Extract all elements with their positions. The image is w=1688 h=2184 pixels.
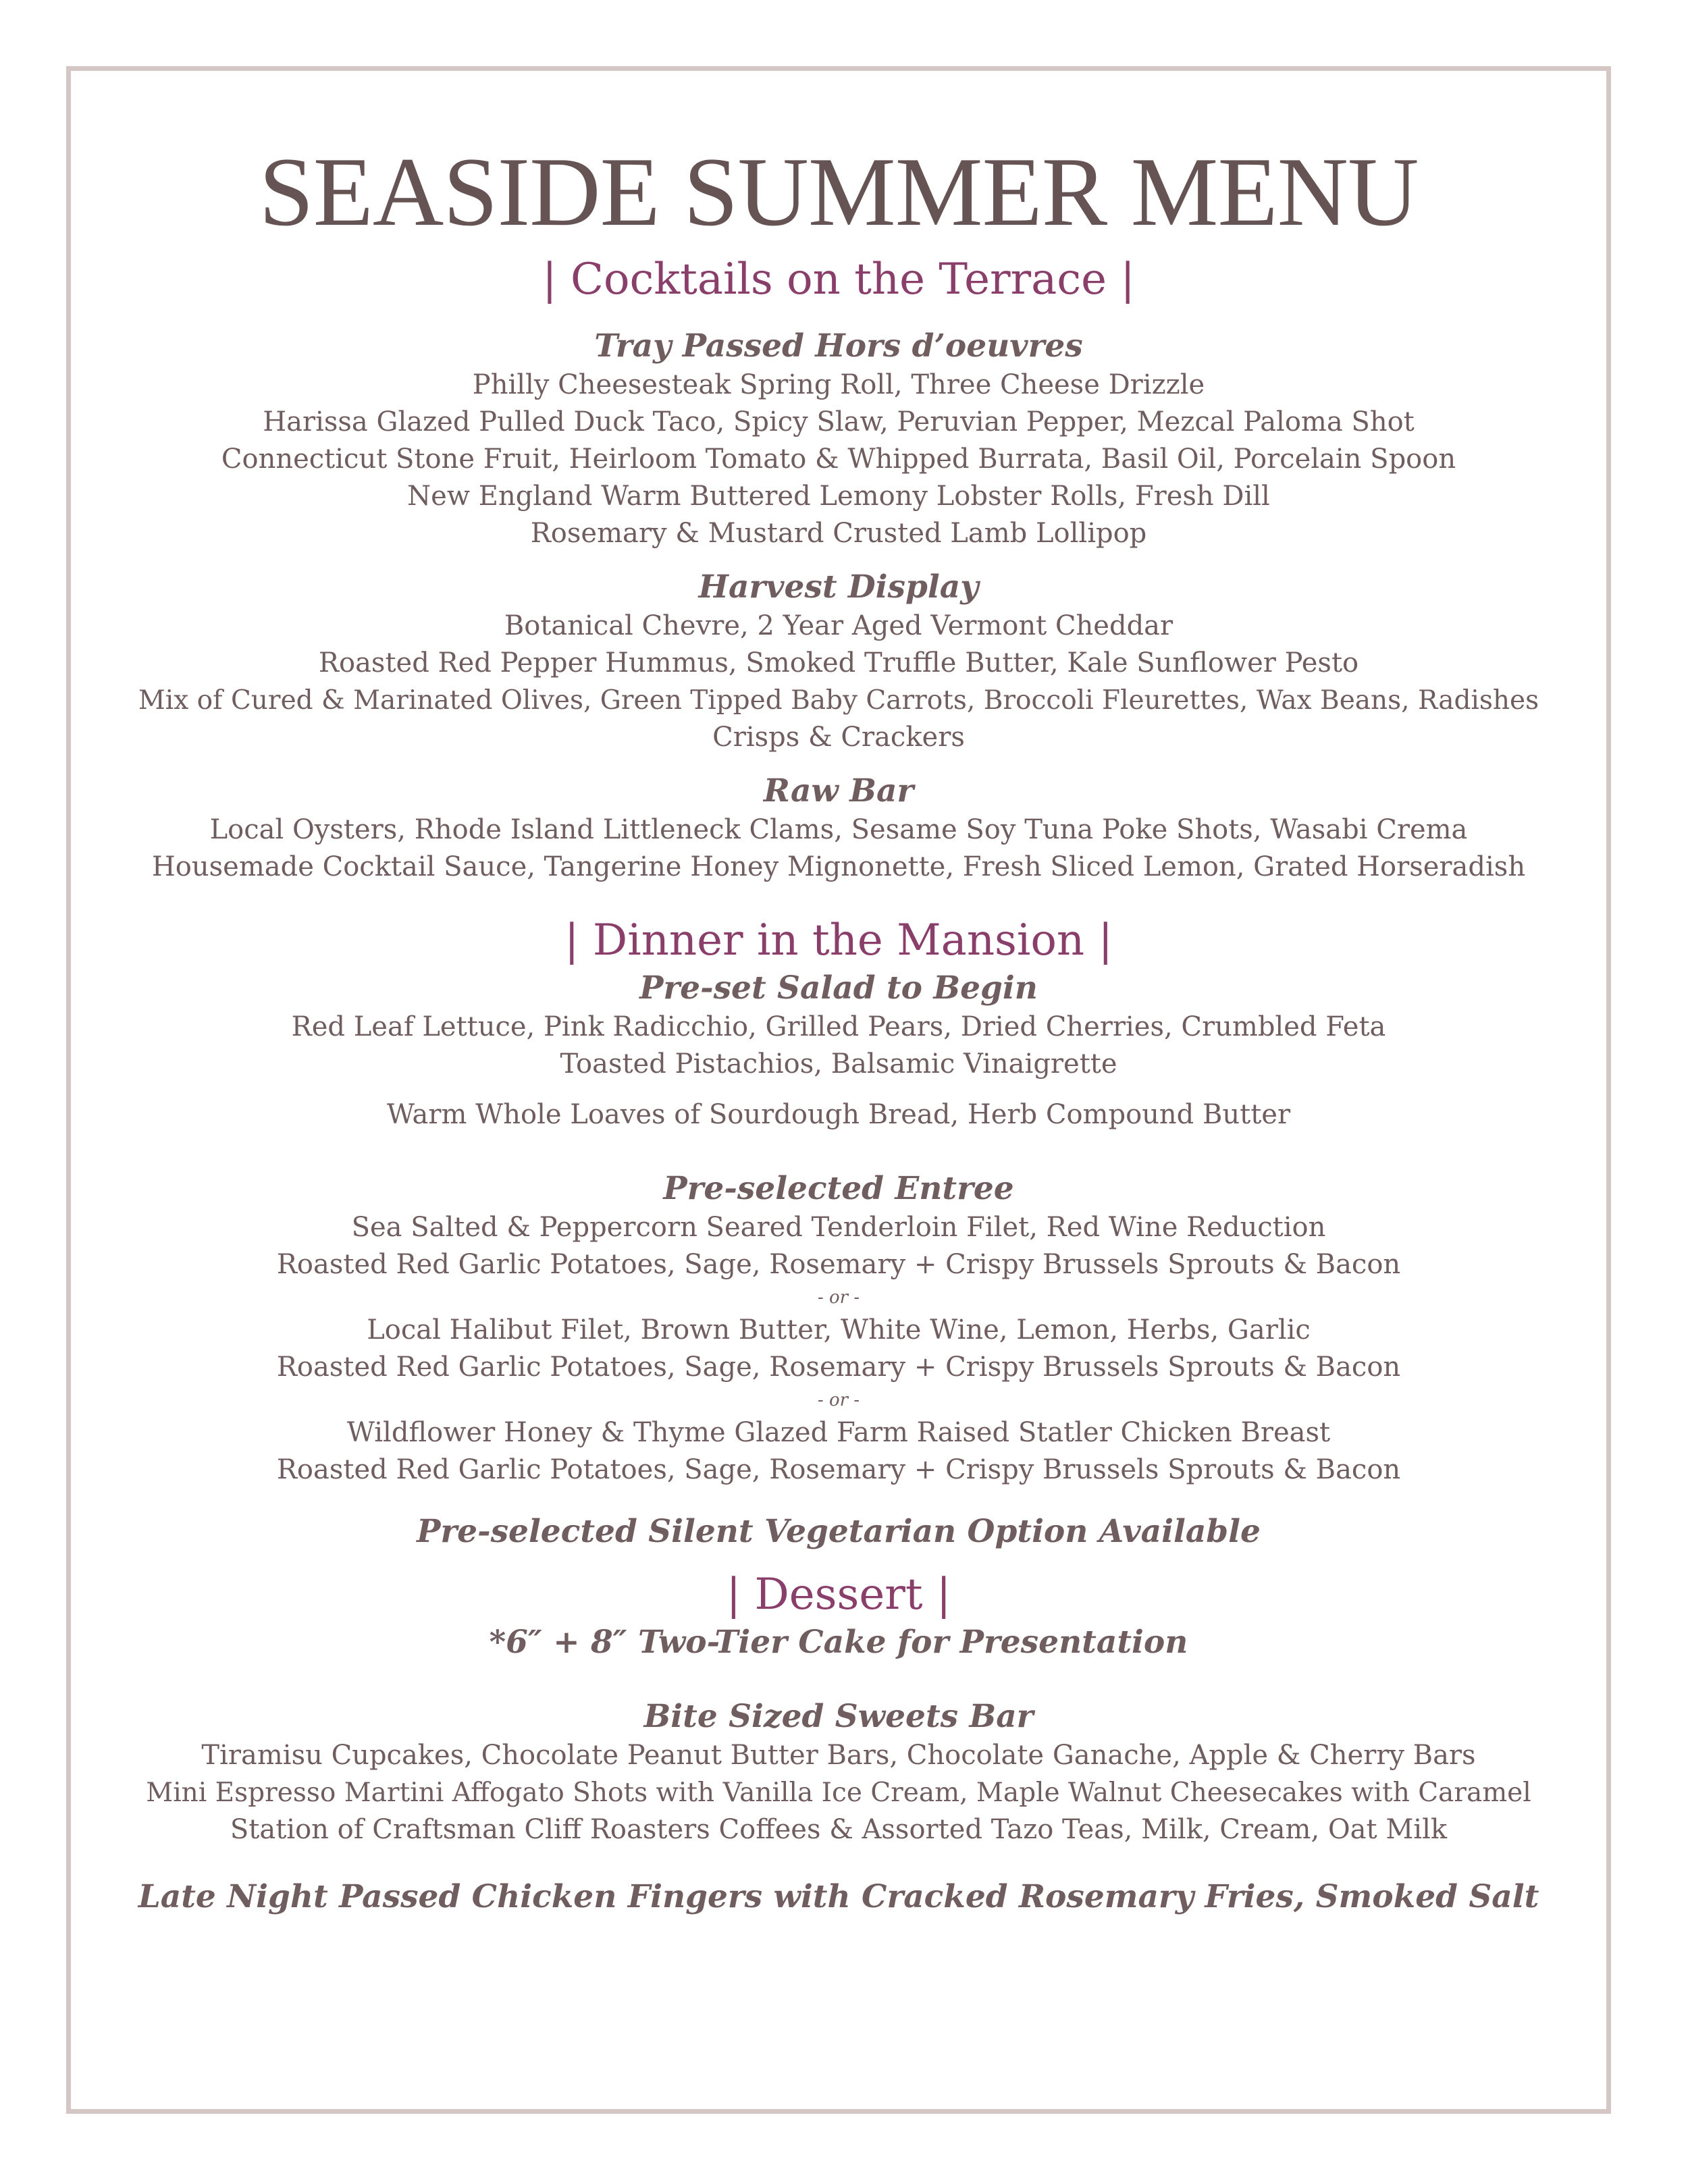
harvest-title: Harvest Display — [698, 568, 979, 606]
menu-line: Station of Craftsman Cliff Roasters Coffees & Assorted Tazo Teas, Milk, Cream, Oat Milk — [230, 1814, 1448, 1845]
menu-line: Roasted Red Garlic Potatoes, Sage, Rosemary + Crispy Brussels Sprouts & Bacon — [276, 1352, 1401, 1383]
menu-line: Rosemary & Mustard Crusted Lamb Lollipop — [530, 518, 1147, 549]
menu-line: Local Oysters, Rhode Island Littleneck Clams, Sesame Soy Tuna Poke Shots, Wasabi Crema — [209, 814, 1468, 845]
menu-title: SEASIDE SUMMER MENU — [259, 137, 1419, 246]
menu-line: Wildflower Honey & Thyme Glazed Farm Raised Statler Chicken Breast — [346, 1417, 1331, 1448]
menu-line: Botanical Chevre, 2 Year Aged Vermont Cheddar — [504, 610, 1173, 641]
cocktails-heading: | Cocktails on the Terrace | — [542, 255, 1135, 304]
or-separator: - or - — [817, 1390, 860, 1410]
or-separator: - or - — [817, 1287, 860, 1308]
hors-title: Tray Passed Hors d’oeuvres — [594, 327, 1083, 365]
menu-line: Local Halibut Filet, Brown Butter, White Wine, Lemon, Herbs, Garlic — [367, 1314, 1311, 1346]
menu-line: Mix of Cured & Marinated Olives, Green Tipped Baby Carrots, Broccoli Fleurettes, Wax Beans, Radishes — [138, 685, 1539, 716]
menu-line: Crisps & Crackers — [712, 722, 965, 753]
menu-line: Mini Espresso Martini Affogato Shots with Vanilla Ice Cream, Maple Walnut Cheesecakes with Caramel — [146, 1778, 1531, 1808]
menu-line: Philly Cheesesteak Spring Roll, Three Cheese Drizzle — [472, 369, 1205, 400]
menu-line: Sea Salted & Peppercorn Seared Tenderloin Filet, Red Wine Reduction — [351, 1212, 1326, 1243]
menu-line: Roasted Red Garlic Potatoes, Sage, Rosemary + Crispy Brussels Sprouts & Bacon — [276, 1454, 1401, 1485]
sweets-title: Bite Sized Sweets Bar — [643, 1698, 1034, 1735]
late-night-line: Late Night Passed Chicken Fingers with Cracked Rosemary Fries, Smoked Salt — [138, 1878, 1539, 1915]
menu-line: Toasted Pistachios, Balsamic Vinaigrette — [560, 1048, 1117, 1080]
bread-line: Warm Whole Loaves of Sourdough Bread, Herb Compound Butter — [386, 1099, 1291, 1130]
menu-line: Tiramisu Cupcakes, Chocolate Peanut Butter Bars, Chocolate Ganache, Apple & Cherry Bars — [201, 1740, 1476, 1771]
menu-line: Red Leaf Lettuce, Pink Radicchio, Grilled Pears, Dried Cherries, Crumbled Feta — [291, 1011, 1386, 1042]
menu-line: Housemade Cocktail Sauce, Tangerine Honey Mignonette, Fresh Sliced Lemon, Grated Horseradish — [151, 851, 1526, 882]
menu-line: Roasted Red Pepper Hummus, Smoked Truffle Butter, Kale Sunflower Pesto — [318, 647, 1359, 678]
cake-line: *6″ + 8″ Two-Tier Cake for Presentation — [489, 1624, 1188, 1661]
menu — [71, 71, 1606, 1917]
menu-line: Connecticut Stone Fruit, Heirloom Tomato & Whipped Burrata, Basil Oil, Porcelain Spoon — [221, 444, 1456, 475]
dessert-heading: | Dessert | — [726, 1570, 951, 1620]
menu-line: Roasted Red Garlic Potatoes, Sage, Rosemary + Crispy Brussels Sprouts & Bacon — [276, 1249, 1401, 1280]
menu-line: Harissa Glazed Pulled Duck Taco, Spicy Slaw, Peruvian Pepper, Mezcal Paloma Shot — [263, 406, 1415, 437]
vegetarian-note: Pre-selected Silent Vegetarian Option Available — [417, 1513, 1261, 1550]
dinner-heading: | Dinner in the Mansion | — [564, 915, 1113, 965]
salad-title: Pre-set Salad to Begin — [639, 969, 1038, 1007]
raw-bar-title: Raw Bar — [763, 772, 914, 809]
entree-title: Pre-selected Entree — [663, 1170, 1014, 1207]
menu-line: New England Warm Buttered Lemony Lobster Rolls, Fresh Dill — [407, 481, 1270, 512]
